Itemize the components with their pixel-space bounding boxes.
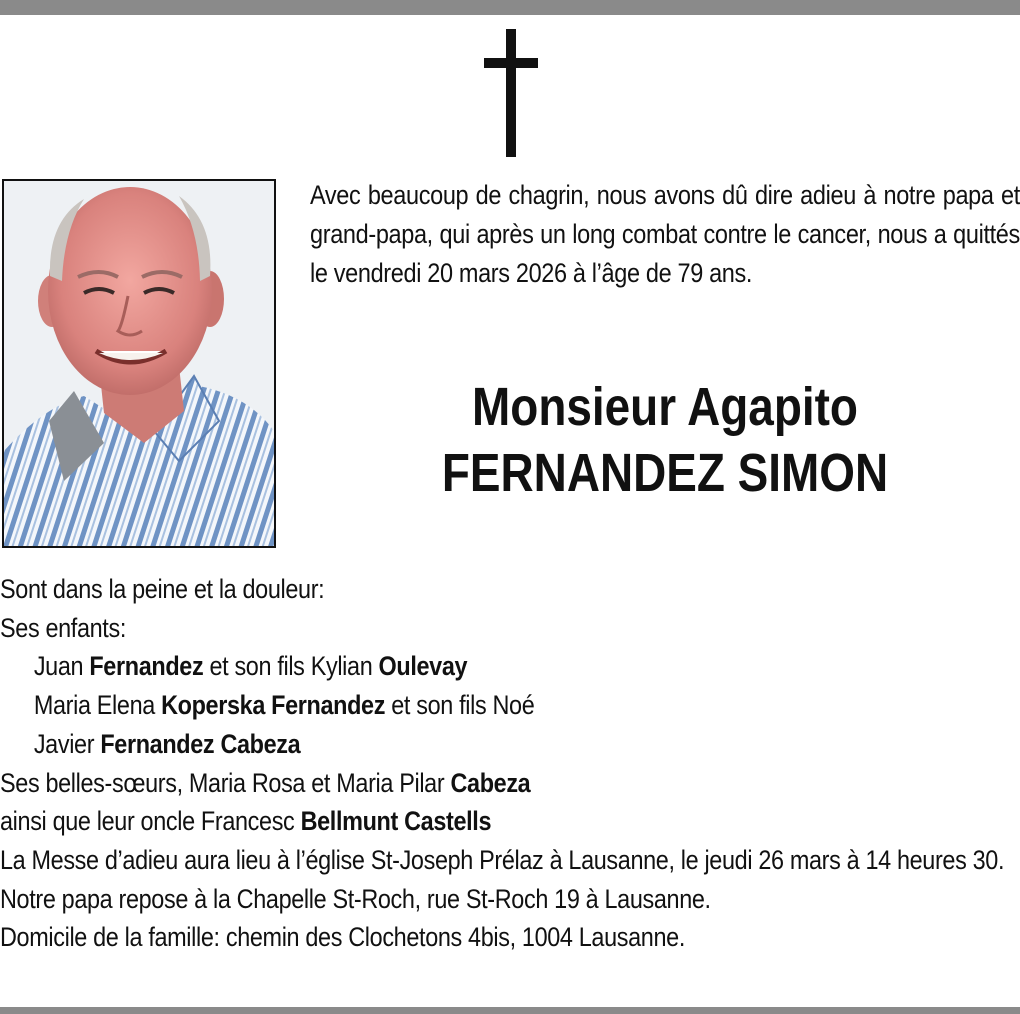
children-label: Ses enfants: [0, 612, 126, 643]
mass-notice: La Messe d’adieu aura lieu à l’église St-Joseph Prélaz à Lausanne, le jeudi 26 mars à 14 heures 30. [0, 844, 1005, 875]
mourning-heading: Sont dans la peine et la douleur: [0, 574, 325, 604]
repose-notice: Notre papa repose à la Chapelle St-Roch, rue St-Roch 19 à Lausanne. [0, 883, 711, 914]
child-entry: Maria Elena Koperska Fernandez et son fils Noé [33, 690, 535, 721]
top-rule [0, 0, 1020, 15]
latin-cross-icon [484, 29, 538, 157]
portrait-photo [2, 179, 276, 548]
deceased-name-line2: FERNANDEZ SIMON [441, 443, 889, 503]
child-entry: Javier Fernandez Cabeza [33, 728, 301, 759]
announcement-body [0, 570, 1020, 957]
deceased-name-line1: Monsieur Agapito [472, 377, 858, 437]
intro-paragraph: Avec beaucoup de chagrin, nous avons dû dire adieu à notre papa et grand-papa, qui après un long combat contre le cancer, nous a quittés le vendredi 20 mars 2026 à l’âge de 79 ans. [310, 180, 1020, 288]
uncle-entry: ainsi que leur oncle Francesc Bellmunt Castells [0, 806, 492, 837]
sisters-in-law-entry: Ses belles-sœurs, Maria Rosa et Maria Pilar Cabeza [0, 767, 531, 798]
child-entry: Juan Fernandez et son fils Kylian Oulevay [33, 651, 468, 682]
bottom-rule [0, 1007, 1020, 1014]
deceased-name [310, 374, 1020, 506]
family-address: Domicile de la famille: chemin des Clochetons 4bis, 1004 Lausanne. [0, 922, 685, 953]
